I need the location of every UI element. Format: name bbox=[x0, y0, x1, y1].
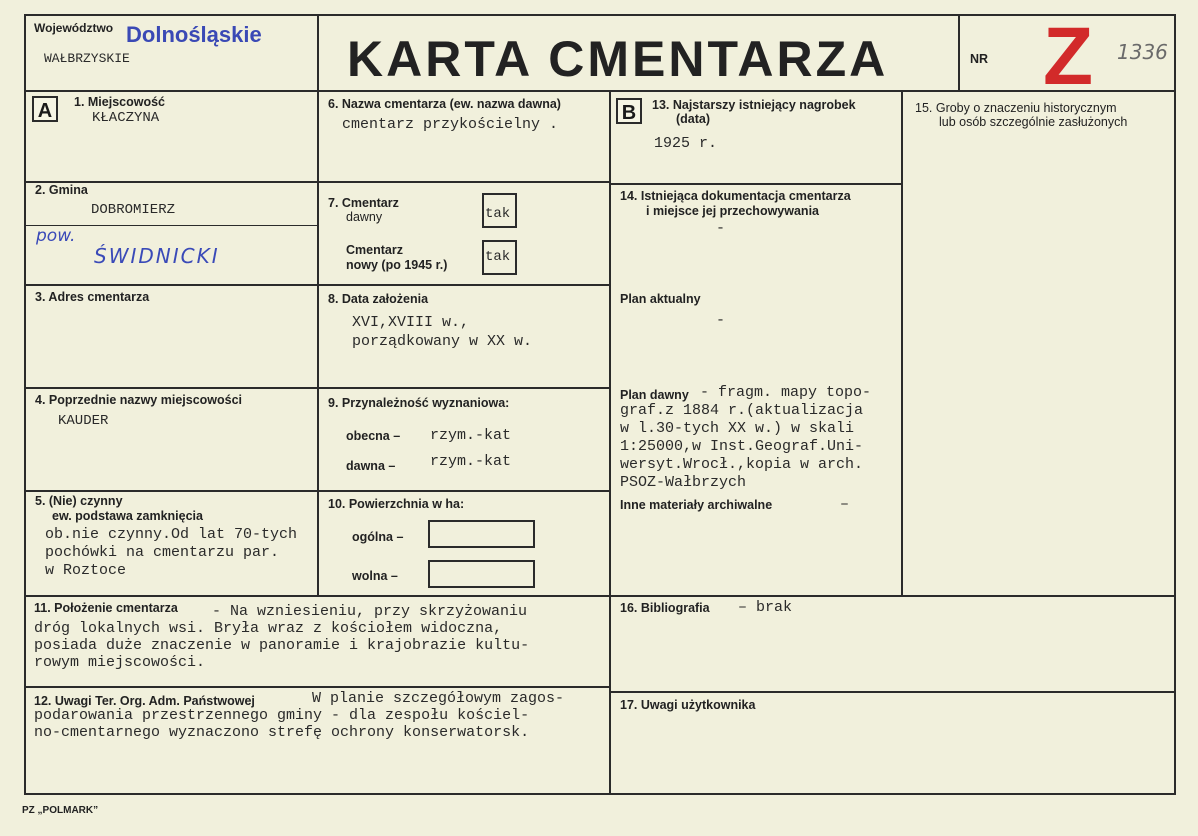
dokumentacja-label-2: i miejsce jej przechowywania bbox=[646, 204, 819, 218]
cmentarz-dawny-value: tak bbox=[485, 206, 511, 222]
ogolna-input[interactable] bbox=[428, 520, 535, 548]
plan-dawny-line-3: w l.30-tych XX w.) w skali bbox=[620, 420, 855, 437]
wojewodztwo-label: Województwo bbox=[34, 21, 114, 35]
polozenie-line-1: - Na wzniesieniu, przy skrzyżowaniu bbox=[212, 603, 528, 620]
ogolna-label: ogólna – bbox=[352, 530, 404, 544]
groby-label-2: lub osób szczególnie zasłużonych bbox=[939, 115, 1128, 129]
plan-dawny-line-2: graf.z 1884 r.(aktualizacja bbox=[620, 402, 864, 419]
polozenie-line-3: posiada duże znaczenie w panoramie i krajobrazie kultu- bbox=[34, 637, 530, 654]
pow-handwritten-value: ŚWIDNICKI bbox=[94, 244, 220, 268]
cell-miejscowosc bbox=[24, 90, 319, 183]
groby-label-1: 15. Groby o znaczeniu historycznym bbox=[915, 101, 1117, 115]
czynny-line-3: w Roztoce bbox=[45, 562, 127, 579]
wolna-label: wolna – bbox=[352, 569, 398, 583]
dokumentacja-label-1: 14. Istniejąca dokumentacja cmentarza bbox=[620, 189, 851, 203]
plan-dawny-label: Plan dawny bbox=[620, 388, 689, 402]
data-zalozenia-label: 8. Data założenia bbox=[328, 292, 429, 306]
section-a-box: A bbox=[32, 96, 58, 122]
printer-imprint: PZ „POLMARK” bbox=[22, 805, 99, 816]
czynny-label-1: 5. (Nie) czynny bbox=[35, 494, 123, 508]
cmentarz-dawny-label-2: dawny bbox=[346, 210, 383, 224]
dokumentacja-value: - bbox=[716, 220, 726, 237]
section-b-box: B bbox=[616, 98, 642, 124]
miejscowosc-label: 1. Miejscowość bbox=[74, 95, 166, 109]
wojewodztwo-stamp: Dolnośląskie bbox=[126, 22, 262, 47]
wolna-input[interactable] bbox=[428, 560, 535, 588]
czynny-line-2: pochówki na cmentarzu par. bbox=[45, 544, 280, 561]
cell-groby bbox=[901, 90, 1176, 597]
bibliografia-value: – brak bbox=[738, 599, 793, 616]
obecna-label: obecna – bbox=[346, 429, 401, 443]
uwagi-ter-label: 12. Uwagi Ter. Org. Adm. Państwowej bbox=[34, 694, 255, 708]
data-zalozenia-value-2: porządkowany w XX w. bbox=[352, 333, 533, 350]
cmentarz-nowy-value: tak bbox=[485, 249, 511, 265]
przynaleznosc-label: 9. Przynależność wyznaniowa: bbox=[328, 396, 510, 410]
cmentarz-nowy-label-1: Cmentarz bbox=[346, 243, 403, 257]
cmentarz-dawny-label-1: 7. Cmentarz bbox=[328, 196, 399, 210]
uwagi-ter-line-3: no-cmentarnego wyznaczono strefę ochrony konserwatorsk. bbox=[34, 724, 530, 741]
data-zalozenia-value-1: XVI,XVIII w., bbox=[352, 314, 470, 331]
miejscowosc-value: KŁACZYNA bbox=[92, 110, 160, 126]
czynny-line-1: ob.nie czynny.Od lat 70-tych bbox=[45, 526, 298, 543]
polozenie-line-4: rowym miejscowości. bbox=[34, 654, 206, 671]
najstarszy-label-2: (data) bbox=[676, 112, 711, 126]
najstarszy-label-1: 13. Najstarszy istniejący nagrobek bbox=[652, 98, 856, 112]
czynny-label-2: ew. podstawa zamknięcia bbox=[52, 509, 203, 523]
polozenie-label: 11. Położenie cmentarza bbox=[34, 601, 178, 615]
nr-letter-stamp: Z bbox=[1043, 11, 1094, 102]
adres-label: 3. Adres cmentarza bbox=[35, 290, 150, 304]
powierzchnia-label: 10. Powierzchnia w ha: bbox=[328, 497, 465, 511]
plan-dawny-line-4: 1:25000,w Inst.Geograf.Uni- bbox=[620, 438, 864, 455]
gmina-value: DOBROMIERZ bbox=[91, 202, 176, 218]
nazwa-value: cmentarz przykościelny . bbox=[342, 116, 559, 133]
bibliografia-label: 16. Bibliografia bbox=[620, 601, 710, 615]
polozenie-line-2: dróg lokalnych wsi. Bryła wraz z kościołem widoczna, bbox=[34, 620, 503, 637]
cmentarz-nowy-label-2: nowy (po 1945 r.) bbox=[346, 258, 448, 272]
old-wojewodztwo: WAŁBRZYSKIE bbox=[44, 51, 130, 66]
inne-materialy-value: – bbox=[840, 496, 850, 513]
poprzednie-nazwy-label: 4. Poprzednie nazwy miejscowości bbox=[35, 393, 243, 407]
nr-label: NR bbox=[970, 52, 989, 66]
obecna-value: rzym.-kat bbox=[430, 427, 512, 444]
plan-aktualny-label: Plan aktualny bbox=[620, 292, 701, 306]
plan-dawny-line-5: wersyt.Wrocł.,kopia w arch. bbox=[620, 456, 864, 473]
plan-dawny-line-6: PSOZ-Wałbrzych bbox=[620, 474, 747, 491]
inne-materialy-label: Inne materiały archiwalne bbox=[620, 498, 773, 512]
card-title: KARTA CMENTARZA bbox=[347, 31, 889, 87]
najstarszy-value: 1925 r. bbox=[654, 135, 718, 152]
nr-number: 1336 bbox=[1117, 40, 1168, 64]
uwagi-ter-line-2: podarowania przestrzennego gminy - dla zespołu kościel- bbox=[34, 707, 530, 724]
dawna-value: rzym.-kat bbox=[430, 453, 512, 470]
uwagi-ter-line-1: W planie szczegółowym zagos- bbox=[312, 690, 565, 707]
nazwa-label: 6. Nazwa cmentarza (ew. nazwa dawna) bbox=[328, 97, 561, 111]
poprzednie-nazwy-value: KAUDER bbox=[58, 413, 109, 429]
dawna-label: dawna – bbox=[346, 459, 396, 473]
gmina-label: 2. Gmina bbox=[35, 183, 88, 197]
plan-dawny-line-1: - fragm. mapy topo- bbox=[700, 384, 872, 401]
plan-aktualny-value: - bbox=[716, 312, 726, 329]
uwagi-uzytkownika-label: 17. Uwagi użytkownika bbox=[620, 698, 756, 712]
pow-handwritten-label: pow. bbox=[36, 226, 76, 246]
